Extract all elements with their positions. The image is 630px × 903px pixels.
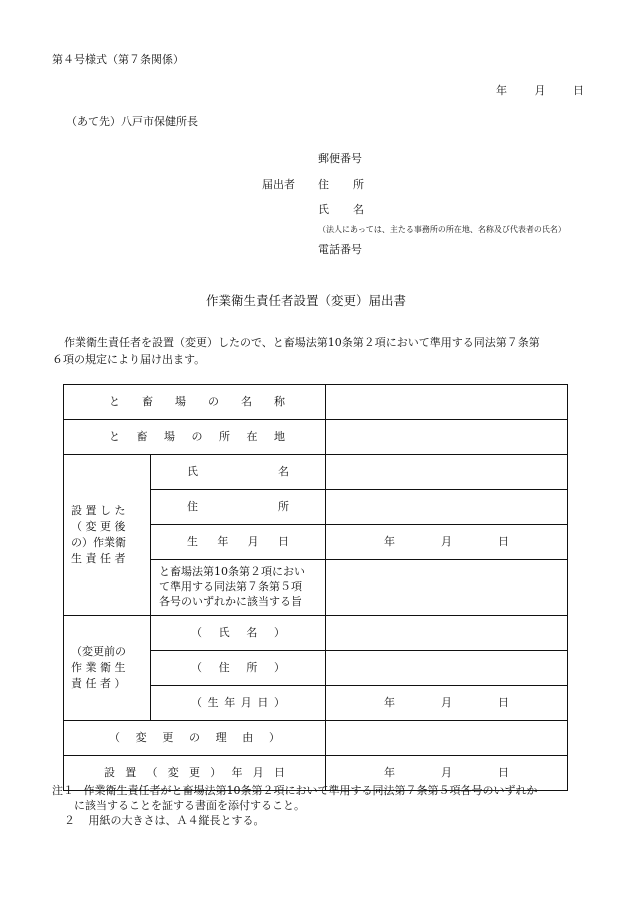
note-2-label: ２ (64, 813, 75, 827)
month-label: 月 (534, 84, 546, 97)
old-address-label (151, 651, 326, 686)
new-birthdate-field[interactable] (326, 525, 568, 560)
note-2 (52, 814, 592, 829)
group-line: 責 任 者 ） (71, 676, 126, 690)
note-1-line-2: に該当することを証する書面を添付すること。 (74, 798, 305, 812)
char: 置 (125, 765, 137, 779)
char: 地 (274, 429, 285, 443)
char: と (109, 429, 120, 443)
qualification-field[interactable] (326, 560, 568, 616)
notifier-label: 届出者 (262, 178, 295, 191)
new-name-field[interactable] (326, 455, 568, 490)
new-officer-group-label (64, 455, 151, 616)
old-address-field[interactable] (326, 651, 568, 686)
char: 称 (274, 394, 285, 408)
char: 変 (135, 730, 147, 744)
char: ） (273, 695, 285, 709)
phone-label: 電話番号 (318, 243, 362, 256)
char: 日 (277, 534, 289, 548)
new-address-label (151, 490, 326, 525)
char: 月 (252, 765, 264, 779)
group-line: 設 置 し た (71, 504, 126, 518)
month-label: 月 (441, 534, 452, 548)
qualification-line: 各号のいずれかに該当する旨 (159, 594, 302, 608)
note-1 (52, 784, 592, 799)
form-number: 第４号様式（第７条関係） (52, 53, 184, 66)
year-label: 年 (384, 765, 395, 779)
document-title: 作業衛生責任者設置（変更）届出書 (206, 293, 407, 308)
char: 名 (353, 203, 364, 216)
char: 変 (167, 765, 179, 779)
char: 日 (274, 765, 285, 779)
char: （ (191, 660, 202, 674)
char: 住 (318, 178, 329, 191)
day-label: 日 (498, 765, 509, 779)
old-name-label (151, 616, 326, 651)
char: 所 (353, 178, 364, 191)
note-2-text: 用紙の大きさは、Ａ４縦長とする。 (88, 813, 265, 827)
char: ） (273, 660, 285, 674)
char: 畜 (136, 429, 148, 443)
change-reason-field[interactable] (326, 721, 568, 756)
char: 日 (257, 695, 269, 709)
day-label: 日 (498, 695, 509, 709)
char: 氏 (218, 625, 230, 639)
old-officer-group-label (64, 616, 151, 721)
char: 生 (207, 695, 219, 709)
old-birthdate-field[interactable] (326, 686, 568, 721)
form-table (63, 384, 568, 791)
char: の (208, 394, 219, 408)
postal-code-label: 郵便番号 (318, 152, 362, 165)
char: ） (268, 730, 280, 744)
char: 所 (246, 660, 258, 674)
char: 所 (219, 429, 230, 443)
char: （ (191, 695, 202, 709)
old-name-field[interactable] (326, 616, 568, 651)
char: （ (191, 625, 202, 639)
addressee: （あて先）八戸市保健所長 (66, 115, 198, 128)
char: 更 (162, 730, 174, 744)
group-line: の）作業衛 (71, 536, 126, 549)
char: と (109, 394, 120, 408)
char: 名 (241, 394, 252, 408)
new-birthdate-label (151, 525, 326, 560)
month-label: 月 (441, 695, 452, 709)
char: の (188, 730, 200, 744)
char: 設 (104, 765, 115, 779)
char: 在 (246, 429, 258, 443)
char: （ (146, 765, 158, 779)
group-line: （変更前の (71, 645, 126, 659)
year-label: 年 (384, 534, 395, 548)
char: 場 (164, 429, 175, 443)
char: 所 (278, 499, 289, 513)
new-address-field[interactable] (326, 490, 568, 525)
char: 更 (189, 765, 200, 779)
char: 年 (217, 534, 229, 548)
char: 年 (231, 765, 243, 779)
char: 氏 (187, 464, 198, 478)
slaughterhouse-location-field[interactable] (326, 420, 568, 455)
char: 畜 (142, 394, 153, 408)
char: 氏 (318, 203, 329, 216)
qualification-line: て準用する同法第７条第５項 (159, 580, 302, 594)
char: の (191, 429, 203, 443)
qualification-line: と畜場法第10条第２項におい (159, 565, 305, 579)
char: 生 (187, 534, 198, 548)
notes (52, 784, 592, 829)
body-line-1: 作業衛生責任者を設置（変更）したので、と畜場法第10条第２項において準用する同法第７条第 (64, 336, 540, 349)
notifier-name-label (318, 203, 364, 218)
char: 由 (242, 730, 254, 744)
note-1-line-1: 作業衛生責任者がと畜場法第10条第２項において準用する同法第７条第５項各号のいずれか (83, 784, 538, 797)
day-label: 日 (498, 534, 509, 548)
char: 月 (240, 695, 252, 709)
group-line: 生 責 任 者 (71, 551, 126, 565)
char: 理 (215, 730, 227, 744)
char: ） (273, 625, 285, 639)
char: 月 (247, 534, 259, 548)
old-birthdate-label (151, 686, 326, 721)
month-label: 月 (441, 765, 452, 779)
day-label: 日 (573, 84, 584, 97)
group-line: （ 変 更 後 (71, 520, 126, 534)
year-label: 年 (384, 695, 395, 709)
slaughterhouse-name-label (64, 385, 326, 420)
char: （ (109, 730, 120, 744)
body-line-2: ６項の規定により届け出ます。 (52, 353, 206, 366)
notifier-address-label (318, 178, 364, 193)
new-name-label (151, 455, 326, 490)
char: 名 (278, 464, 289, 478)
char: 名 (246, 625, 258, 639)
header-date (496, 84, 584, 99)
change-reason-label (64, 721, 326, 756)
char: 住 (187, 499, 198, 513)
corporation-note: （法人にあっては、主たる事務所の所在地、名称及び代表者の氏名） (318, 225, 566, 234)
year-label: 年 (496, 84, 507, 97)
char: 場 (175, 394, 186, 408)
group-line: 作 業 衛 生 (71, 661, 126, 675)
char: 住 (218, 660, 230, 674)
char: 年 (224, 695, 236, 709)
char: ） (210, 765, 222, 779)
note-1-label: 注１ (52, 784, 74, 797)
qualification-label (151, 560, 326, 616)
slaughterhouse-location-label (64, 420, 326, 455)
slaughterhouse-name-field[interactable] (326, 385, 568, 420)
